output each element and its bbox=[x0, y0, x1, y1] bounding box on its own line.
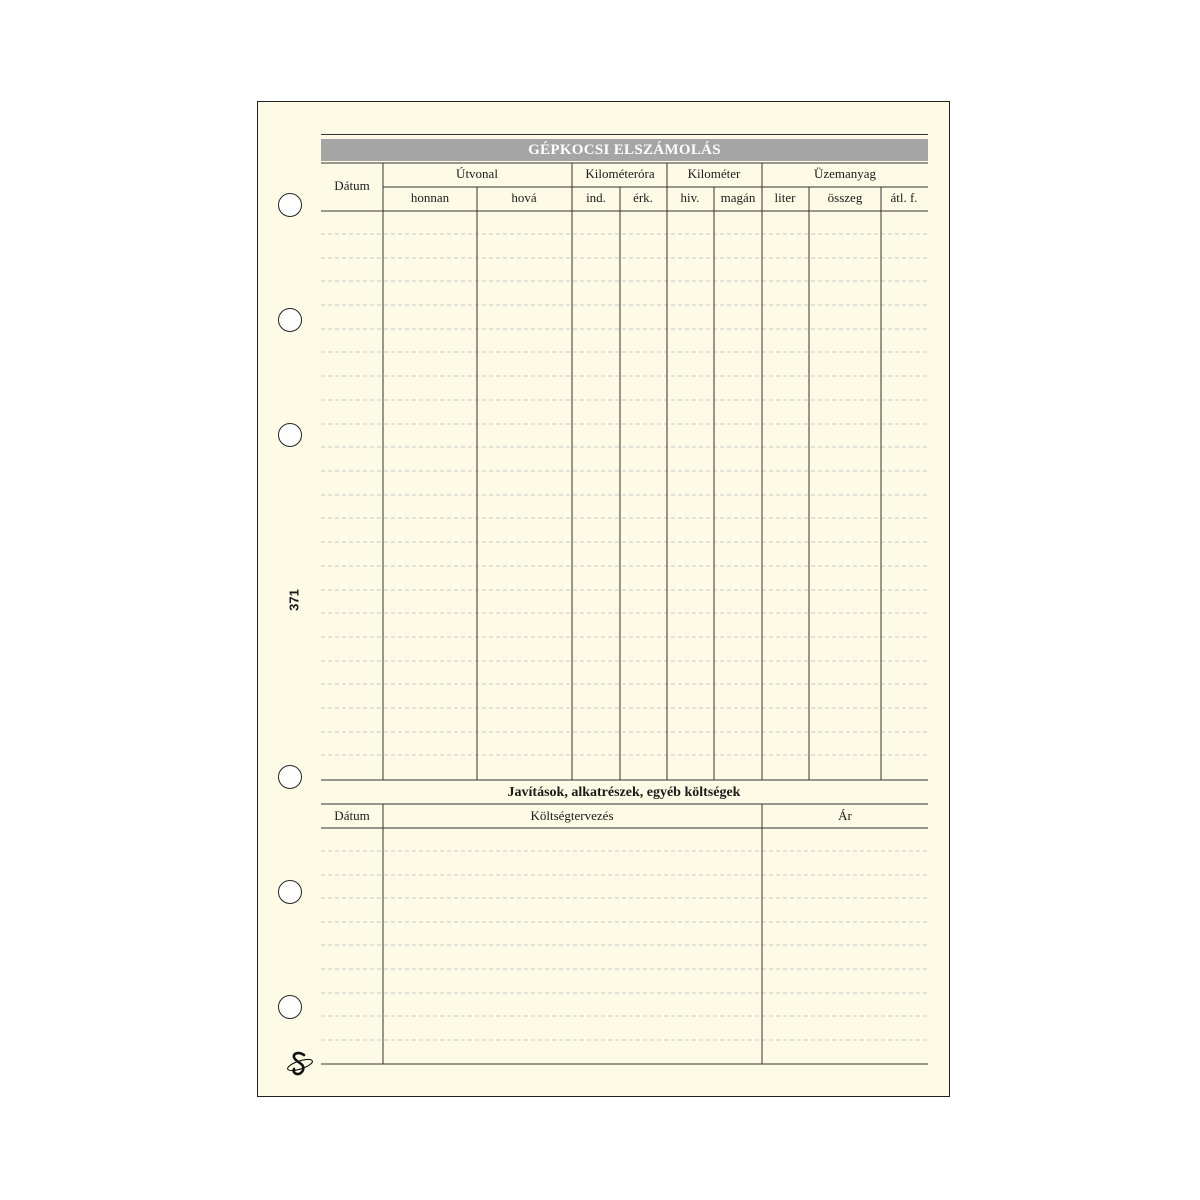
page-number: 371 bbox=[286, 589, 302, 611]
price-header: Ár bbox=[838, 808, 852, 823]
to-column-header: hová bbox=[511, 190, 537, 205]
odometer-group-header: Kilométeróra bbox=[585, 166, 655, 181]
cost-planning-header: Költségtervezés bbox=[530, 808, 614, 823]
start-column-header: ind. bbox=[586, 190, 606, 205]
fuel-group-header: Üzemanyag bbox=[813, 166, 877, 181]
expenses-date-header: Dátum bbox=[334, 808, 370, 823]
from-column-header: honnan bbox=[410, 190, 450, 205]
kilometers-group-header: Kilométer bbox=[687, 166, 741, 181]
private-column-header: magán bbox=[720, 190, 756, 205]
average-column-header: átl. f. bbox=[890, 190, 918, 205]
amount-column-header: összeg bbox=[827, 190, 863, 205]
route-group-header: Útvonal bbox=[456, 166, 498, 181]
log-table-title: GÉPKOCSI ELSZÁMOLÁS bbox=[321, 139, 928, 161]
liters-column-header: liter bbox=[774, 190, 796, 205]
date-column-header: Dátum bbox=[334, 178, 370, 193]
arrival-column-header: érk. bbox=[633, 190, 653, 205]
expenses-title: Javítások, alkatrészek, egyéb költségek bbox=[507, 785, 741, 800]
business-column-header: hiv. bbox=[680, 190, 700, 205]
